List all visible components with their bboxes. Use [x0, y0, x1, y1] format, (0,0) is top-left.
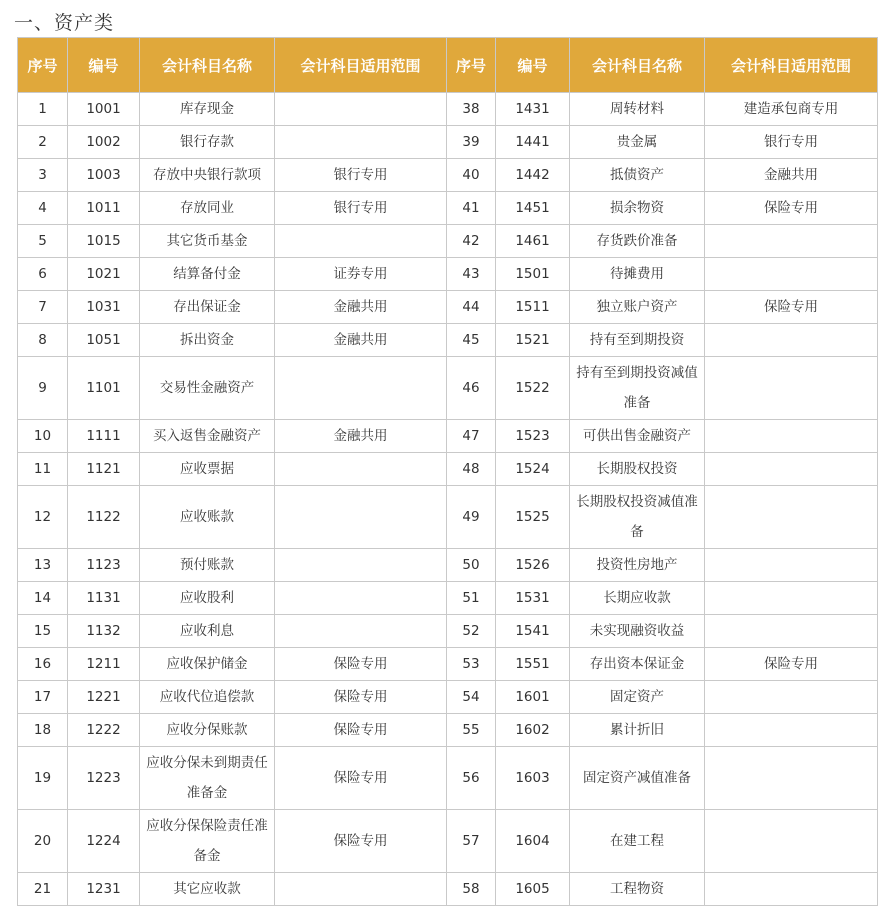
cell: 1121 — [68, 453, 140, 486]
cell: 应收账款 — [140, 486, 275, 549]
table-row — [18, 582, 878, 615]
cell: 应收股利 — [140, 582, 275, 615]
cell: 1221 — [68, 681, 140, 714]
cell: 11 — [18, 453, 68, 486]
cell: 14 — [18, 582, 68, 615]
cell — [705, 549, 878, 582]
cell: 1015 — [68, 225, 140, 258]
cell — [705, 258, 878, 291]
cell: 55 — [447, 714, 496, 747]
cell: 1001 — [68, 93, 140, 126]
cell — [705, 225, 878, 258]
cell: 1524 — [496, 453, 570, 486]
cell: 金融共用 — [705, 159, 878, 192]
cell: 可供出售金融资产 — [570, 420, 705, 453]
cell: 1431 — [496, 93, 570, 126]
header-code-right: 编号 — [496, 38, 570, 93]
cell: 持有至到期投资减值准备 — [570, 357, 705, 420]
cell: 保险专用 — [705, 192, 878, 225]
cell: 7 — [18, 291, 68, 324]
table-row — [18, 126, 878, 159]
cell: 1442 — [496, 159, 570, 192]
table-row — [18, 453, 878, 486]
cell: 1601 — [496, 681, 570, 714]
cell: 1021 — [68, 258, 140, 291]
cell: 54 — [447, 681, 496, 714]
cell — [275, 126, 447, 159]
table-row — [18, 810, 878, 873]
cell: 13 — [18, 549, 68, 582]
table-row — [18, 324, 878, 357]
table-row — [18, 291, 878, 324]
header-code: 编号 — [68, 38, 140, 93]
cell: 累计折旧 — [570, 714, 705, 747]
cell — [275, 549, 447, 582]
cell: 56 — [447, 747, 496, 810]
cell: 1 — [18, 93, 68, 126]
cell — [705, 420, 878, 453]
cell: 1441 — [496, 126, 570, 159]
cell: 保险专用 — [275, 714, 447, 747]
cell: 1501 — [496, 258, 570, 291]
cell: 47 — [447, 420, 496, 453]
cell: 投资性房地产 — [570, 549, 705, 582]
cell: 1522 — [496, 357, 570, 420]
cell: 15 — [18, 615, 68, 648]
cell: 1002 — [68, 126, 140, 159]
cell: 1224 — [68, 810, 140, 873]
cell: 50 — [447, 549, 496, 582]
cell: 银行专用 — [275, 192, 447, 225]
cell: 长期应收款 — [570, 582, 705, 615]
cell: 1602 — [496, 714, 570, 747]
cell: 1211 — [68, 648, 140, 681]
cell: 1525 — [496, 486, 570, 549]
cell — [705, 681, 878, 714]
cell: 1551 — [496, 648, 570, 681]
cell: 42 — [447, 225, 496, 258]
cell: 1101 — [68, 357, 140, 420]
cell: 9 — [18, 357, 68, 420]
header-index-right: 序号 — [447, 38, 496, 93]
section-title: 一、资产类 — [14, 12, 115, 34]
cell — [705, 357, 878, 420]
cell: 4 — [18, 192, 68, 225]
cell — [275, 357, 447, 420]
table-row — [18, 549, 878, 582]
cell: 保险专用 — [275, 747, 447, 810]
cell: 1132 — [68, 615, 140, 648]
cell: 工程物资 — [570, 873, 705, 906]
cell: 6 — [18, 258, 68, 291]
cell — [275, 93, 447, 126]
cell — [705, 582, 878, 615]
table-row — [18, 486, 878, 549]
cell: 固定资产减值准备 — [570, 747, 705, 810]
cell: 拆出资金 — [140, 324, 275, 357]
cell: 银行专用 — [705, 126, 878, 159]
cell: 应收分保未到期责任准备金 — [140, 747, 275, 810]
table-row — [18, 258, 878, 291]
cell: 39 — [447, 126, 496, 159]
cell: 保险专用 — [705, 648, 878, 681]
table-row — [18, 747, 878, 810]
cell: 应收票据 — [140, 453, 275, 486]
cell: 应收分保保险责任准备金 — [140, 810, 275, 873]
cell — [275, 873, 447, 906]
table-row — [18, 159, 878, 192]
cell: 1031 — [68, 291, 140, 324]
cell: 18 — [18, 714, 68, 747]
cell: 预付账款 — [140, 549, 275, 582]
cell: 48 — [447, 453, 496, 486]
cell: 40 — [447, 159, 496, 192]
header-account-name: 会计科目名称 — [140, 38, 275, 93]
cell: 存放同业 — [140, 192, 275, 225]
table-row — [18, 93, 878, 126]
cell — [705, 714, 878, 747]
cell: 损余物资 — [570, 192, 705, 225]
cell: 16 — [18, 648, 68, 681]
cell: 1521 — [496, 324, 570, 357]
cell — [705, 810, 878, 873]
cell: 1222 — [68, 714, 140, 747]
cell: 在建工程 — [570, 810, 705, 873]
cell: 1451 — [496, 192, 570, 225]
cell: 独立账户资产 — [570, 291, 705, 324]
table-row — [18, 357, 878, 420]
table-row — [18, 192, 878, 225]
table-row — [18, 420, 878, 453]
cell — [275, 225, 447, 258]
cell: 1123 — [68, 549, 140, 582]
cell: 1541 — [496, 615, 570, 648]
cell: 交易性金融资产 — [140, 357, 275, 420]
cell: 49 — [447, 486, 496, 549]
cell — [275, 615, 447, 648]
cell: 金融共用 — [275, 420, 447, 453]
cell: 19 — [18, 747, 68, 810]
cell: 银行存款 — [140, 126, 275, 159]
cell: 58 — [447, 873, 496, 906]
cell: 其它应收款 — [140, 873, 275, 906]
cell: 未实现融资收益 — [570, 615, 705, 648]
table-row — [18, 714, 878, 747]
table-row — [18, 648, 878, 681]
cell: 存出保证金 — [140, 291, 275, 324]
cell — [705, 453, 878, 486]
cell: 2 — [18, 126, 68, 159]
cell: 周转材料 — [570, 93, 705, 126]
cell: 待摊费用 — [570, 258, 705, 291]
cell: 57 — [447, 810, 496, 873]
cell: 保险专用 — [275, 681, 447, 714]
cell: 52 — [447, 615, 496, 648]
cell: 44 — [447, 291, 496, 324]
cell: 51 — [447, 582, 496, 615]
header-scope: 会计科目适用范围 — [275, 38, 447, 93]
cell: 1051 — [68, 324, 140, 357]
cell: 17 — [18, 681, 68, 714]
cell: 1605 — [496, 873, 570, 906]
cell: 1604 — [496, 810, 570, 873]
cell: 8 — [18, 324, 68, 357]
cell — [705, 486, 878, 549]
cell: 金融共用 — [275, 291, 447, 324]
cell: 10 — [18, 420, 68, 453]
cell: 结算备付金 — [140, 258, 275, 291]
cell: 43 — [447, 258, 496, 291]
cell: 1231 — [68, 873, 140, 906]
table-row — [18, 873, 878, 906]
table-row — [18, 225, 878, 258]
cell: 53 — [447, 648, 496, 681]
cell: 固定资产 — [570, 681, 705, 714]
cell: 3 — [18, 159, 68, 192]
cell: 1511 — [496, 291, 570, 324]
table-header-row — [18, 38, 878, 93]
cell: 20 — [18, 810, 68, 873]
cell: 证券专用 — [275, 258, 447, 291]
cell: 41 — [447, 192, 496, 225]
cell: 1122 — [68, 486, 140, 549]
cell — [705, 615, 878, 648]
cell — [275, 453, 447, 486]
cell: 46 — [447, 357, 496, 420]
cell — [705, 747, 878, 810]
cell: 金融共用 — [275, 324, 447, 357]
cell — [705, 324, 878, 357]
cell: 抵债资产 — [570, 159, 705, 192]
cell: 1526 — [496, 549, 570, 582]
cell: 银行专用 — [275, 159, 447, 192]
header-scope-right: 会计科目适用范围 — [705, 38, 878, 93]
cell: 38 — [447, 93, 496, 126]
cell — [705, 873, 878, 906]
cell: 应收利息 — [140, 615, 275, 648]
cell: 1111 — [68, 420, 140, 453]
cell: 1003 — [68, 159, 140, 192]
cell: 持有至到期投资 — [570, 324, 705, 357]
cell: 1531 — [496, 582, 570, 615]
header-index: 序号 — [18, 38, 68, 93]
cell: 1523 — [496, 420, 570, 453]
cell: 存放中央银行款项 — [140, 159, 275, 192]
cell: 保险专用 — [705, 291, 878, 324]
cell: 保险专用 — [275, 810, 447, 873]
header-account-name-right: 会计科目名称 — [570, 38, 705, 93]
account-table — [17, 37, 878, 906]
cell: 长期股权投资 — [570, 453, 705, 486]
cell: 保险专用 — [275, 648, 447, 681]
cell: 1011 — [68, 192, 140, 225]
cell: 1461 — [496, 225, 570, 258]
cell — [275, 486, 447, 549]
cell: 1131 — [68, 582, 140, 615]
cell: 5 — [18, 225, 68, 258]
cell: 45 — [447, 324, 496, 357]
table-row — [18, 615, 878, 648]
cell: 买入返售金融资产 — [140, 420, 275, 453]
cell: 应收分保账款 — [140, 714, 275, 747]
cell: 长期股权投资减值准备 — [570, 486, 705, 549]
cell: 建造承包商专用 — [705, 93, 878, 126]
cell: 贵金属 — [570, 126, 705, 159]
cell: 1603 — [496, 747, 570, 810]
cell: 其它货币基金 — [140, 225, 275, 258]
table-row — [18, 681, 878, 714]
cell — [275, 582, 447, 615]
cell: 21 — [18, 873, 68, 906]
cell: 应收保护储金 — [140, 648, 275, 681]
cell: 1223 — [68, 747, 140, 810]
cell: 应收代位追偿款 — [140, 681, 275, 714]
cell: 存货跌价准备 — [570, 225, 705, 258]
cell: 库存现金 — [140, 93, 275, 126]
cell: 12 — [18, 486, 68, 549]
cell: 存出资本保证金 — [570, 648, 705, 681]
